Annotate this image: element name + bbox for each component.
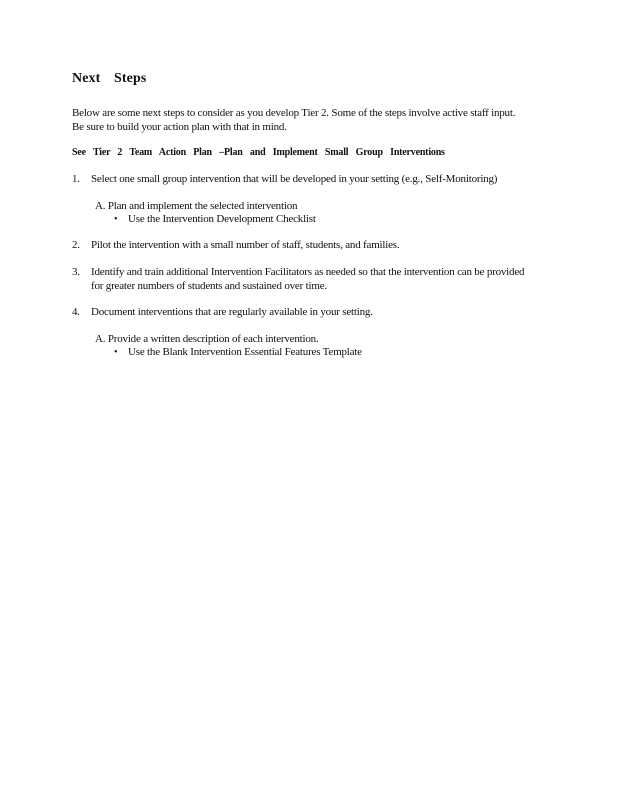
- bullet-item: [114, 345, 362, 360]
- step-text: Select one small group intervention that will be developed in your setting (e.g., Self-Monitoring): [91, 173, 498, 185]
- action-plan-reference: See Tier 2 Team Action Plan –Plan and Implement Small Group Interventions: [72, 147, 445, 158]
- step-number: 2.: [72, 239, 80, 251]
- bullet-item: [114, 212, 316, 227]
- bullet-icon: •: [114, 214, 118, 225]
- intro-line: Be sure to build your action plan with that in mind.: [72, 121, 287, 133]
- page-title: Next Steps: [72, 71, 147, 86]
- bullet-icon: •: [114, 347, 118, 358]
- step-number: 3.: [72, 266, 80, 278]
- intro-paragraph: [72, 106, 552, 134]
- bullet-text: Use the Blank Intervention Essential Features Template: [128, 346, 362, 358]
- step-text: Identify and train additional Intervention Facilitators as needed so that the intervention can be provided for greater numbers of students and sustained over time.: [91, 266, 525, 292]
- step-text: Document interventions that are regularly available in your setting.: [91, 306, 373, 318]
- step-number: 1.: [72, 173, 80, 185]
- bullet-text: Use the Intervention Development Checklist: [128, 213, 316, 225]
- step-number: 4.: [72, 306, 80, 318]
- intro-line: Below are some next steps to consider as you develop Tier 2. Some of the steps involve active staff input.: [72, 107, 516, 119]
- sub-step: A. Provide a written description of each intervention.: [95, 333, 319, 345]
- step-text: Pilot the intervention with a small number of staff, students, and families.: [91, 239, 400, 251]
- sub-step: A. Plan and implement the selected intervention: [95, 200, 298, 212]
